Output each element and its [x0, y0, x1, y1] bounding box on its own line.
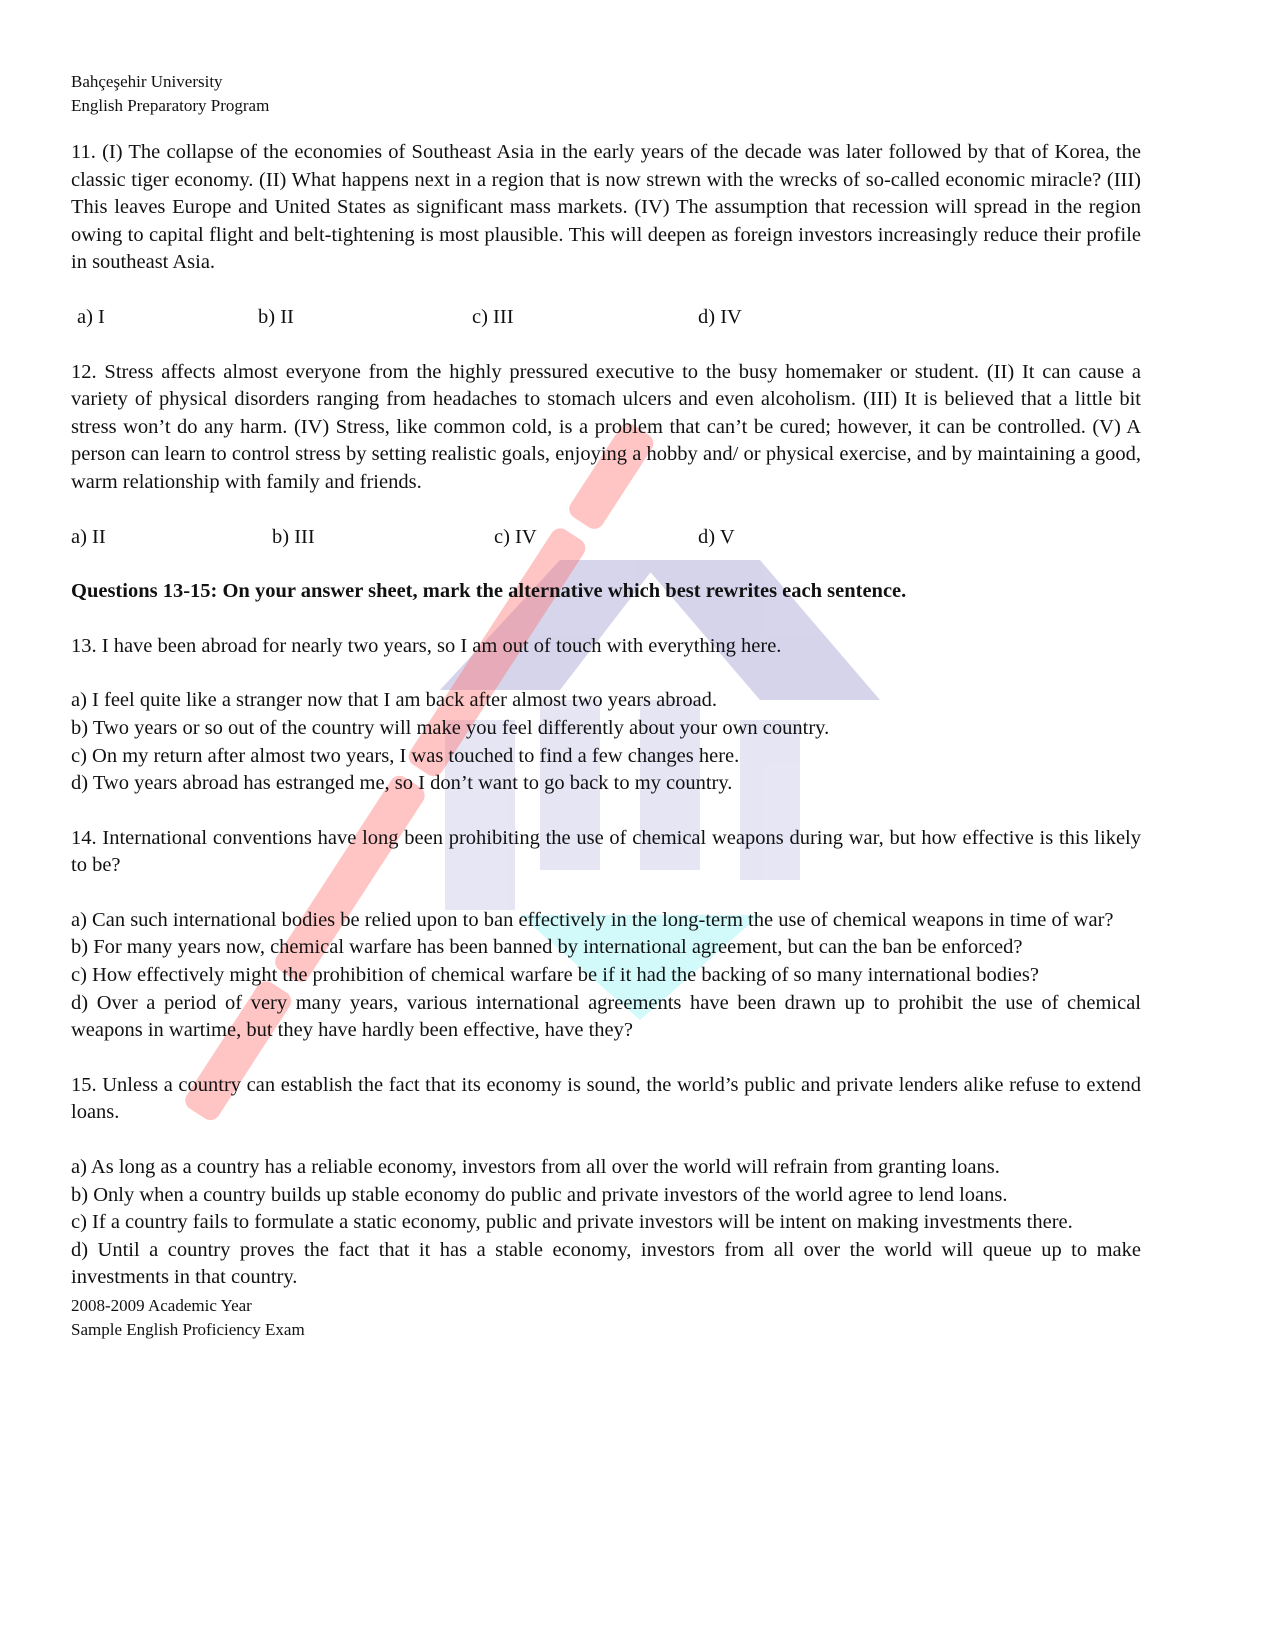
option-c: c) If a country fails to formulate a static economy, public and private investors will be intent on making investments there. — [71, 1211, 1073, 1234]
option-b: b) Two years or so out of the country will make you feel differently about your own country. — [71, 716, 830, 739]
footer-year: 2008-2009 Academic Year — [71, 1296, 252, 1315]
option-a: a) I — [77, 305, 105, 328]
option-a: a) I feel quite like a stranger now that I am back after almost two years abroad. — [71, 689, 718, 712]
option-c: c) On my return after almost two years, I was touched to find a few changes here. — [71, 744, 740, 767]
question-12-options — [71, 524, 1141, 552]
question-13 — [71, 633, 1141, 661]
instruction-text: Questions 13-15: On your answer sheet, mark the alternative which best rewrites each sentence. — [71, 580, 907, 603]
question-14-options — [71, 907, 1141, 1045]
footer-exam: Sample English Proficiency Exam — [71, 1320, 305, 1339]
question-12 — [71, 359, 1141, 497]
question-text: 14. International conventions have long been prohibiting the use of chemical weapons during war, but how effective is this likely to be? — [71, 826, 1141, 877]
option-d: d) IV — [698, 305, 742, 328]
option-b: b) II — [258, 305, 294, 328]
question-15-options — [71, 1154, 1141, 1292]
option-c: c) IV — [494, 525, 537, 548]
question-13-options — [71, 687, 1141, 797]
question-text: 11. (I) The collapse of the economies of Southeast Asia in the early years of the decade was later followed by that of Korea, the classic tiger economy. (II) What happens next in a region that is now strewn with the wrecks of so-called economic miracle? (III) This leaves Europe and United States as significant mass markets. (IV) The assumption that recession will spread in the region owing to capital flight and belt-tightening is most plausible. This will deepen as foreign investors increasingly reduce their profile in southeast Asia. — [71, 141, 1141, 274]
document-header — [71, 70, 1141, 118]
document-footer — [71, 1294, 1141, 1342]
option-a: a) II — [71, 525, 106, 548]
option-b: b) III — [272, 525, 315, 548]
option-a: a) Can such international bodies be relied upon to ban effectively in the long-term the use of chemical weapons in time of war? — [71, 908, 1114, 931]
question-text: 15. Unless a country can establish the fact that its economy is sound, the world’s public and private lenders alike refuse to extend loans. — [71, 1073, 1141, 1124]
question-text: 13. I have been abroad for nearly two years, so I am out of touch with everything here. — [71, 634, 782, 657]
section-instruction — [71, 578, 1141, 606]
option-c: c) III — [472, 305, 514, 328]
question-14 — [71, 825, 1141, 880]
question-11 — [71, 139, 1141, 277]
option-b: b) Only when a country builds up stable economy do public and private investors of the world agree to lend loans. — [71, 1183, 1008, 1206]
option-d: d) Until a country proves the fact that it has a stable economy, investors from all over the world will queue up to make investments in that country. — [71, 1238, 1141, 1289]
header-program: English Preparatory Program — [71, 96, 270, 115]
question-11-options — [71, 304, 1141, 332]
question-15 — [71, 1072, 1141, 1127]
option-b: b) For many years now, chemical warfare has been banned by international agreement, but can the ban be enforced? — [71, 936, 1023, 959]
option-d: d) Two years abroad has estranged me, so I don’t want to go back to my country. — [71, 772, 733, 795]
option-d: d) V — [698, 525, 735, 548]
header-university: Bahçeşehir University — [71, 72, 223, 91]
option-d: d) Over a period of very many years, various international agreements have been drawn up to prohibit the use of chemical weapons in wartime, but they have hardly been effective, have they? — [71, 991, 1141, 1042]
question-text: 12. Stress affects almost everyone from the highly pressured executive to the busy homemaker or student. (II) It can cause a variety of physical disorders ranging from headaches to stomach ulcers and even alcoholism. (III) It is believed that a little bit stress won’t do any harm. (IV) Stress, like common cold, is a problem that can’t be cured; however, it can be controlled. (V) A person can learn to control stress by setting realistic goals, enjoying a hobby and/ or physical exercise, and by maintaining a good, warm relationship with family and friends. — [71, 360, 1141, 493]
option-a: a) As long as a country has a reliable economy, investors from all over the world will refrain from granting loans. — [71, 1156, 1000, 1179]
option-c: c) How effectively might the prohibition of chemical warfare be if it had the backing of so many international bodies? — [71, 964, 1039, 987]
